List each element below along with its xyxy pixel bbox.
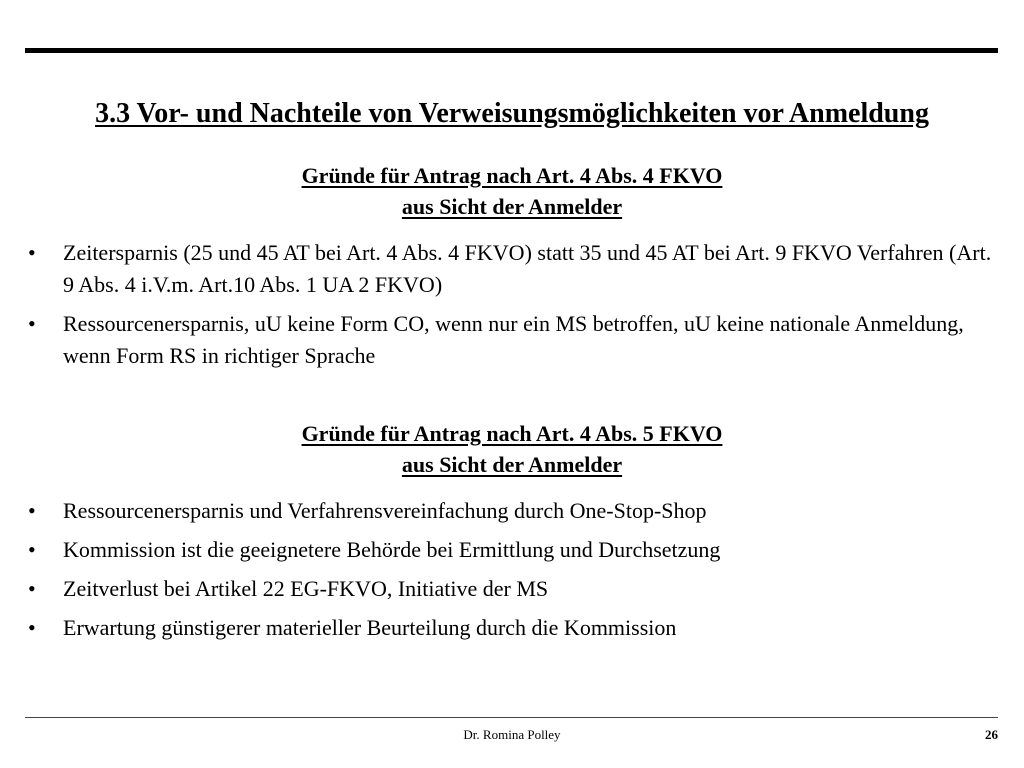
list-item xyxy=(28,237,998,301)
list-item-text: Kommission ist die geeignetere Behörde bei Ermittlung und Durchsetzung xyxy=(63,537,721,562)
list-item-text: Ressourcenersparnis, uU keine Form CO, wenn nur ein MS betroffen, uU keine nationale Anmeldung, wenn Form RS in richtiger Sprache xyxy=(63,311,964,368)
list-item-text: Zeitverlust bei Artikel 22 EG-FKVO, Initiative der MS xyxy=(63,576,549,601)
section-heading-line-2: aus Sicht der Anmelder xyxy=(401,452,623,477)
section-heading-art-4-abs-5 xyxy=(0,418,1024,480)
section-heading-art-4-abs-4 xyxy=(0,160,1024,222)
page-number: 26 xyxy=(985,727,998,742)
bullet-icon: • xyxy=(28,498,36,523)
list-item xyxy=(28,308,998,372)
bullet-icon: • xyxy=(28,537,36,562)
top-divider xyxy=(25,48,998,53)
section-heading-line-1: Gründe für Antrag nach Art. 4 Abs. 4 FKVO xyxy=(301,163,723,188)
slide-title: 3.3 Vor- und Nachteile von Verweisungsmöglichkeiten vor Anmeldung xyxy=(95,98,929,129)
bullet-icon: • xyxy=(28,311,36,336)
list-item-text: Zeitersparnis (25 und 45 AT bei Art. 4 Abs. 4 FKVO) statt 35 und 45 AT bei Art. 9 FKVO Verfahren (Art. 9 Abs. 4 i.V.m. Art.10 Abs. 1 UA 2 FKVO) xyxy=(63,240,992,297)
list-item-text: Ressourcenersparnis und Verfahrensvereinfachung durch One-Stop-Shop xyxy=(63,498,707,523)
bullet-icon: • xyxy=(28,240,36,265)
list-item-text: Erwartung günstigerer materieller Beurteilung durch die Kommission xyxy=(63,615,677,640)
section-heading-line-1: Gründe für Antrag nach Art. 4 Abs. 5 FKVO xyxy=(301,421,723,446)
footer-author: Dr. Romina Polley xyxy=(463,727,561,742)
bullet-list-art-4-abs-4 xyxy=(28,237,998,379)
bullet-icon: • xyxy=(28,576,36,601)
section-heading-line-2: aus Sicht der Anmelder xyxy=(401,194,623,219)
list-item xyxy=(28,534,998,566)
list-item xyxy=(28,573,998,605)
bullet-list-art-4-abs-5 xyxy=(28,495,998,651)
list-item xyxy=(28,612,998,644)
list-item xyxy=(28,495,998,527)
bullet-icon: • xyxy=(28,615,36,640)
footer-divider xyxy=(25,717,998,718)
